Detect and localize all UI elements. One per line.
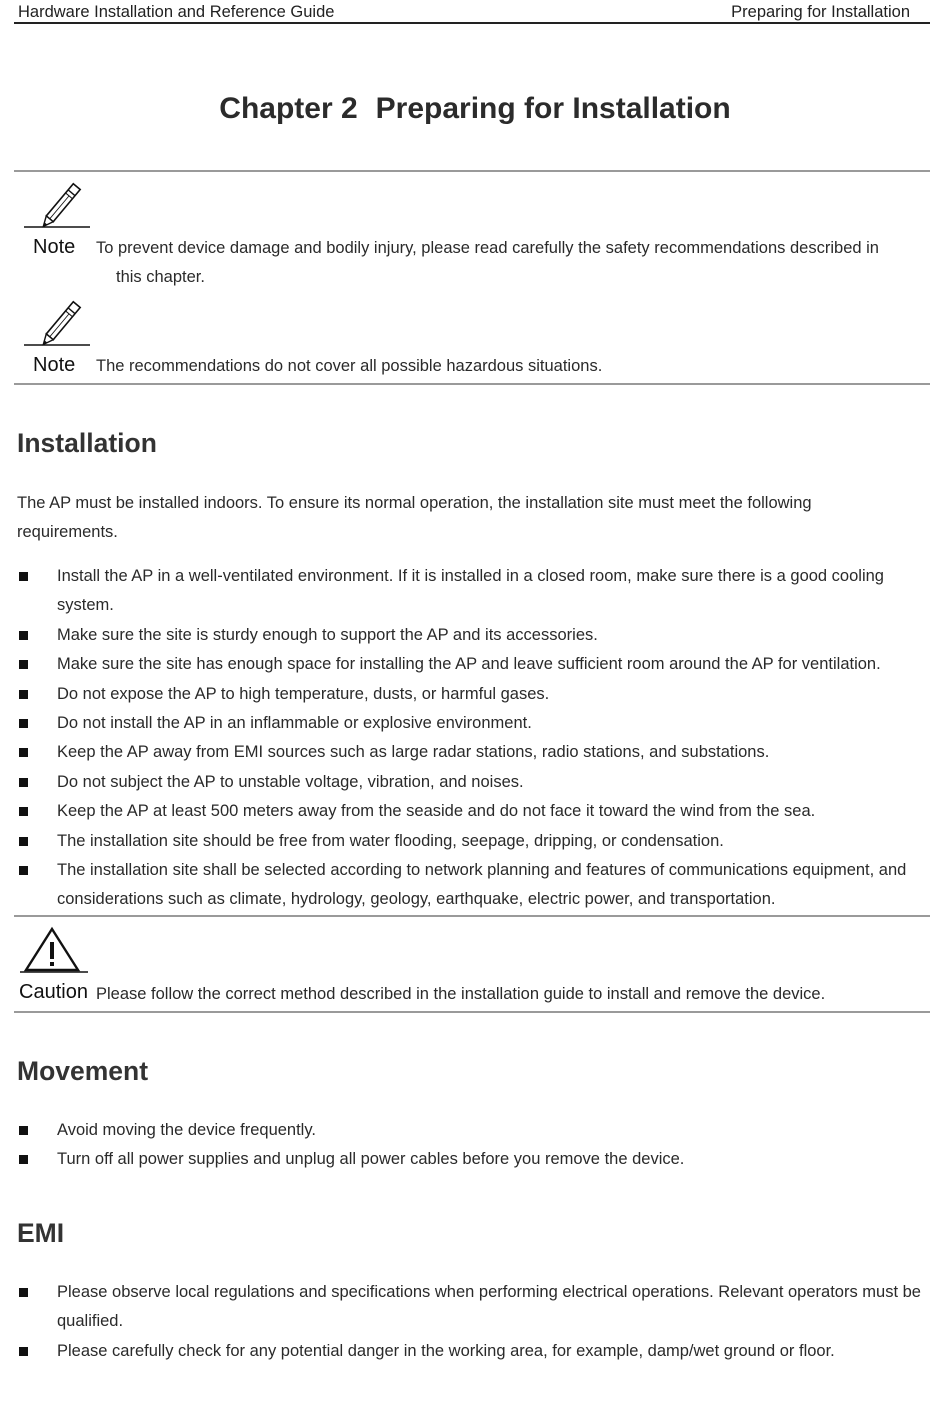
- header-section-title: Preparing for Installation: [731, 3, 910, 21]
- note-text-2: The recommendations do not cover all possible hazardous situations.: [96, 357, 603, 375]
- list-item: Avoid moving the device frequently.: [0, 1116, 950, 1145]
- note-text-1: [96, 234, 926, 292]
- bullet-square-icon: [19, 690, 28, 699]
- movement-list: [0, 1116, 950, 1175]
- installation-requirements-list: [0, 562, 950, 915]
- section-heading-emi: EMI: [17, 1218, 65, 1248]
- list-item: The installation site shall be selected according to network planning and features of communications equipment, and considerations such as climate, hydrology, geology, earthquake, electric power, and transportation.: [0, 856, 950, 915]
- caution-triangle-icon: [18, 926, 92, 1011]
- bullet-square-icon: [19, 866, 28, 875]
- note-block-top-rule: [14, 170, 930, 172]
- list-item: Please carefully check for any potential danger in the working area, for example, damp/wet ground or floor.: [0, 1337, 950, 1366]
- installation-intro: The AP must be installed indoors. To ensure its normal operation, the installation site must meet the following requirements.: [17, 494, 812, 541]
- list-item: Make sure the site is sturdy enough to support the AP and its accessories.: [0, 621, 950, 650]
- chapter-name: Preparing for Installation: [375, 92, 731, 125]
- chapter-number: Chapter 2: [219, 92, 358, 125]
- bullet-square-icon: [19, 660, 28, 669]
- bullet-square-icon: [19, 719, 28, 728]
- note-pencil-icon: [24, 182, 94, 267]
- list-item: Keep the AP at least 500 meters away from the seaside and do not face it toward the wind from the sea.: [0, 797, 950, 826]
- bullet-square-icon: [19, 748, 28, 757]
- bullet-square-icon: [19, 837, 28, 846]
- caution-label: Caution: [19, 981, 88, 1003]
- note-block-bottom-rule: [14, 383, 930, 385]
- bullet-square-icon: [19, 778, 28, 787]
- section-heading-movement: Movement: [17, 1056, 149, 1086]
- list-item: Keep the AP away from EMI sources such as large radar stations, radio stations, and substations.: [0, 738, 950, 767]
- caution-block-top-rule: [14, 915, 930, 917]
- list-item: Do not install the AP in an inflammable or explosive environment.: [0, 709, 950, 738]
- bullet-square-icon: [19, 572, 28, 581]
- chapter-title: [0, 92, 950, 126]
- note-text-1-continuation: this chapter.: [116, 268, 205, 286]
- emi-list: [0, 1278, 950, 1366]
- running-header: [14, 0, 930, 24]
- list-item: Do not expose the AP to high temperature, dusts, or harmful gases.: [0, 680, 950, 709]
- bullet-square-icon: [19, 807, 28, 816]
- section-heading-installation: Installation: [17, 428, 157, 458]
- note-label: Note: [33, 236, 76, 258]
- list-item: Turn off all power supplies and unplug all power cables before you remove the device.: [0, 1145, 950, 1174]
- header-guide-title: Hardware Installation and Reference Guide: [18, 3, 335, 21]
- list-item: Do not subject the AP to unstable voltage, vibration, and noises.: [0, 768, 950, 797]
- bullet-square-icon: [19, 1288, 28, 1297]
- bullet-square-icon: [19, 631, 28, 640]
- caution-text: Please follow the correct method described in the installation guide to install and remove the device.: [96, 985, 826, 1003]
- note-label: Note: [33, 354, 76, 376]
- bullet-square-icon: [19, 1126, 28, 1135]
- list-item: The installation site should be free from water flooding, seepage, dripping, or condensation.: [0, 827, 950, 856]
- list-item: Install the AP in a well-ventilated environment. If it is installed in a closed room, make sure there is a good cooling system.: [0, 562, 950, 621]
- note-pencil-icon: [24, 300, 94, 385]
- list-item: Please observe local regulations and specifications when performing electrical operations. Relevant operators must be qualified.: [0, 1278, 950, 1337]
- caution-block-bottom-rule: [14, 1011, 930, 1013]
- bullet-square-icon: [19, 1155, 28, 1164]
- list-item: Make sure the site has enough space for installing the AP and leave sufficient room around the AP for ventilation.: [0, 650, 950, 679]
- note-text-1-line: To prevent device damage and bodily injury, please read carefully the safety recommendations described in: [96, 239, 879, 257]
- bullet-square-icon: [19, 1347, 28, 1356]
